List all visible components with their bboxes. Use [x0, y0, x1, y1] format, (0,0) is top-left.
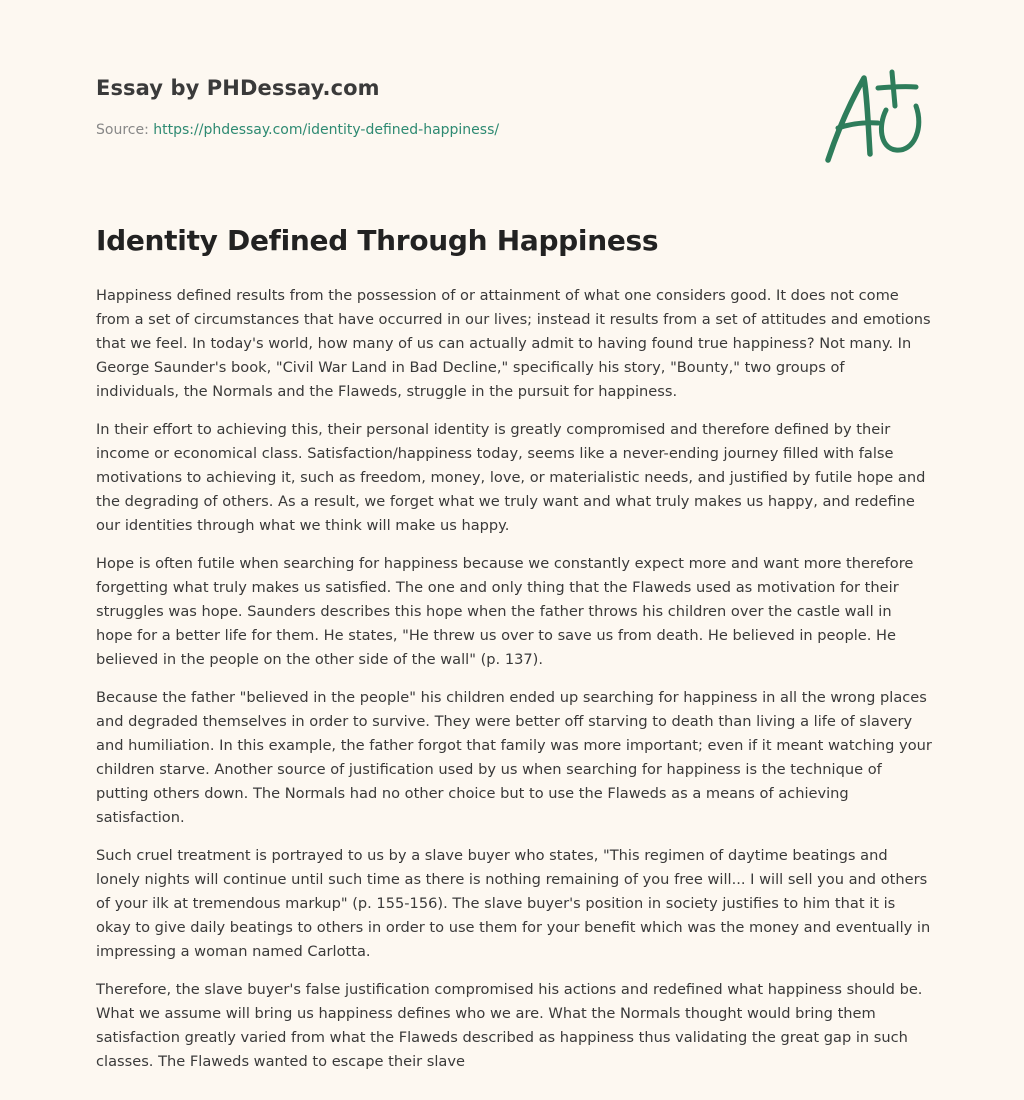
essay-paragraph: Therefore, the slave buyer's false justification compromised his actions and redefined what happiness should be. What we assume will bring us happiness defines who we are. What the Normals thought would bring them satisfaction greatly varied from what the Flaweds described as happiness thus validating the great gap in such classes. The Flaweds wanted to escape their slave	[96, 981, 923, 1070]
source-label: Source:	[96, 122, 149, 138]
essay-body	[96, 284, 932, 1088]
essay-paragraph: Such cruel treatment is portrayed to us by a slave buyer who states, "This regimen of daytime beatings and lonely nights will continue until such time as there is nothing remaining of you free will... I will sell you and others of your ilk at tremendous markup" (p. 155-156). The slave buyer's position in society justifies to him that it is okay to give daily beatings to others in order to use them for your benefit which was the money and eventually in impressing a woman named Carlotta.	[96, 847, 931, 960]
source-line	[96, 122, 928, 138]
source-link[interactable]: https://phdessay.com/identity-defined-happiness/	[153, 122, 500, 138]
essay-title: Identity Defined Through Happiness	[96, 224, 659, 257]
essay-paragraph: Happiness defined results from the possession of or attainment of what one considers good. It does not come from a set of circumstances that have occurred in our lives; instead it results from a set of attitudes and emotions that we feel. In today's world, how many of us can actually admit to having found true happiness? Not many. In George Saunder's book, "Civil War Land in Bad Decline," specifically his story, "Bounty," two groups of individuals, the Normals and the Flaweds, struggle in the pursuit for happiness.	[96, 287, 931, 400]
essay-paragraph: Hope is often futile when searching for happiness because we constantly expect more and want more therefore forgetting what truly makes us satisfied. The one and only thing that the Flaweds used as motivation for their struggles was hope. Saunders describes this hope when the father throws his children over the castle wall in hope for a better life for them. He states, "He threw us over to save us from death. He believed in people. He believed in the people on the other side of the wall" (p. 137).	[96, 555, 914, 668]
a-plus-logo-svg	[820, 66, 930, 166]
essay-paragraph: Because the father "believed in the people" his children ended up searching for happiness in all the wrong places and degraded themselves in order to survive. They were better off starving to death than living a life of slavery and humiliation. In this example, the father forgot that family was more important; even if it meant watching your children starve. Another source of justification used by us when searching for happiness is the technique of putting others down. The Normals had no other choice but to use the Flaweds as a means of achieving satisfaction.	[96, 689, 932, 826]
essay-paragraph: In their effort to achieving this, their personal identity is greatly compromised and therefore defined by their income or economical class. Satisfaction/happiness today, seems like a never-ending journey filled with false motivations to achieving it, such as freedom, money, love, or materialistic needs, and justified by futile hope and the degrading of others. As a result, we forget what we truly want and what truly makes us happy, and redefine our identities through what we think will make us happy.	[96, 421, 926, 534]
page-header	[96, 76, 928, 138]
a-plus-grade-icon	[820, 66, 930, 166]
site-brand: Essay by PHDessay.com	[96, 76, 380, 100]
